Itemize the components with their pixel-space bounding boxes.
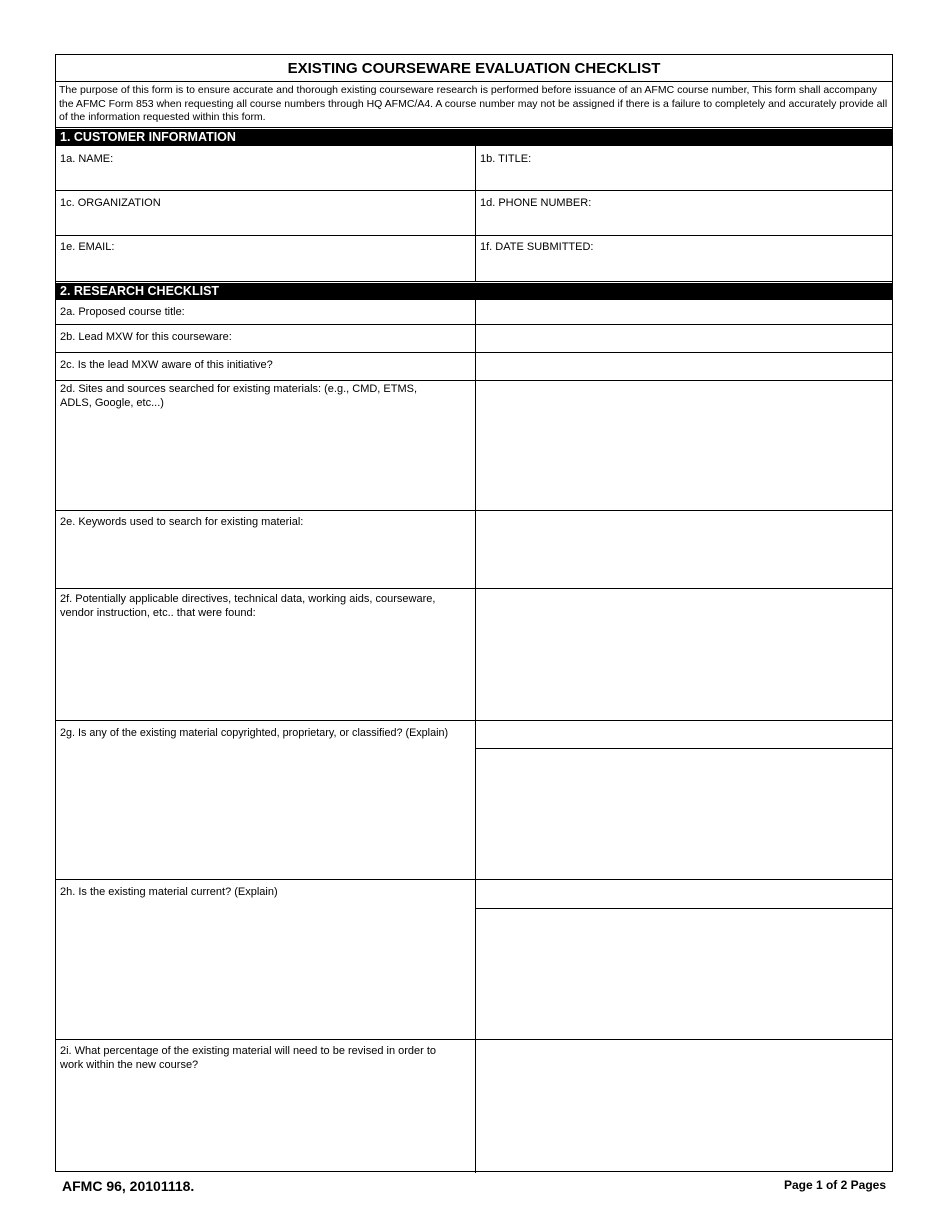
organization-field[interactable]: 1c. ORGANIZATION (60, 197, 161, 209)
question-2c-label: 2c. Is the lead MXW aware of this initiative? (60, 359, 273, 371)
section-header-research-checklist: 2. RESEARCH CHECKLIST (56, 283, 892, 300)
answer-2h-explanation-input[interactable] (476, 909, 893, 1039)
question-2h-label: 2h. Is the existing material current? (Explain) (60, 886, 278, 898)
question-2d-label: 2d. Sites and sources searched for existing materials: (e.g., CMD, ETMS, ADLS, Google, etc...) (60, 383, 418, 409)
question-2f-label: 2f. Potentially applicable directives, technical data, working aids, courseware, vendor instruction, etc.. that were found: (60, 593, 436, 619)
question-2e-label: 2e. Keywords used to search for existing material: (60, 516, 304, 528)
form-container (55, 54, 893, 1172)
answer-2a-input[interactable] (476, 301, 893, 324)
phone-number-field[interactable]: 1d. PHONE NUMBER: (480, 197, 592, 209)
answer-2h-input[interactable] (476, 880, 893, 908)
form-title: EXISTING COURSEWARE EVALUATION CHECKLIST (56, 55, 892, 82)
section-header-customer-info: 1. CUSTOMER INFORMATION (56, 129, 892, 146)
question-2g-label: 2g. Is any of the existing material copyrighted, proprietary, or classified? (Explain) (60, 727, 449, 739)
answer-2d-input[interactable] (476, 381, 893, 510)
question-2a-label: 2a. Proposed course title: (60, 306, 185, 318)
divider (56, 281, 892, 282)
divider (56, 235, 892, 236)
name-field[interactable]: 1a. NAME: (60, 153, 114, 165)
answer-2g-explanation-input[interactable] (476, 749, 893, 879)
date-submitted-field[interactable]: 1f. DATE SUBMITTED: (480, 241, 594, 253)
answer-2f-input[interactable] (476, 589, 893, 720)
answer-2c-input[interactable] (476, 353, 893, 380)
divider (475, 146, 476, 281)
divider (56, 190, 892, 191)
form-id: AFMC 96, 20101118. (62, 1178, 195, 1194)
question-2b-label: 2b. Lead MXW for this courseware: (60, 331, 232, 343)
title-field[interactable]: 1b. TITLE: (480, 153, 532, 165)
form-purpose: The purpose of this form is to ensure accurate and thorough existing courseware research is performed before issuance of an AFMC course number, This form shall accompany the AFMC Form 853 when requesting all course numbers through HQ AFMC/A4. A course number may not be assigned if there is a failure to completely and accurately provide all of the information requested within this form. (56, 82, 892, 128)
answer-2b-input[interactable] (476, 325, 893, 352)
answer-2i-input[interactable] (476, 1040, 893, 1171)
question-2i-label: 2i. What percentage of the existing material will need to be revised in order to work within the new course? (60, 1045, 437, 1071)
email-field[interactable]: 1e. EMAIL: (60, 241, 115, 253)
answer-2e-input[interactable] (476, 511, 893, 588)
answer-2g-input[interactable] (476, 721, 893, 748)
page-indicator: Page 1 of 2 Pages (783, 1178, 886, 1192)
